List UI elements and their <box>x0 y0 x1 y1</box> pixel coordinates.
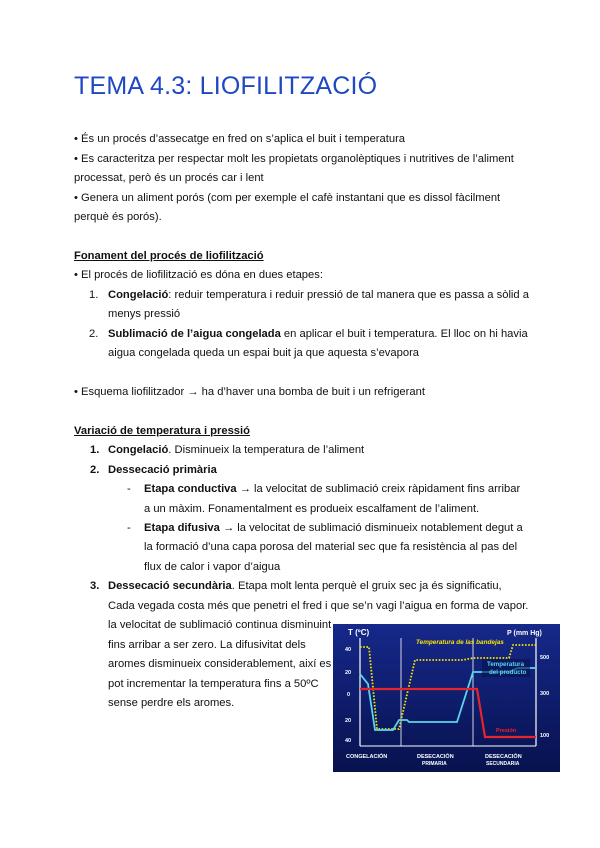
freeze-drying-diagram <box>333 624 560 772</box>
section-intro: • El procés de liofilització es dóna en dues etapes: <box>74 269 323 281</box>
item-text: : reduir temperatura i reduir pressió de tal manera que es passa a sòlid a <box>168 289 529 301</box>
item-continuation: aigua congelada queda un espai buit ja que aquesta s’evapora <box>108 347 420 359</box>
phase-label-primaria: DESECACIÓN <box>417 754 454 760</box>
intro-line: processat, però és un procés car i lent <box>74 172 264 184</box>
t-axis-title: T (ºC) <box>348 628 370 637</box>
section-heading-fonament: Fonament del procés de liofilització <box>74 250 264 262</box>
term-bold: Congelació <box>108 444 169 456</box>
p-tick: 500 <box>540 655 550 661</box>
list-number: 2. <box>90 464 100 476</box>
phase-label-secundaria-sub: SECUNDARIA <box>486 761 520 767</box>
item-continuation: fins arribar a ser zero. La difusivitat dels <box>108 639 306 651</box>
intro-line: • Genera un aliment porós (com per exemple el cafè instantani que es dissol fàcilment <box>74 192 501 204</box>
item-text: en aplicar el buit i temperatura. El lloc on hi havia <box>280 328 528 340</box>
item-continuation: a un màxim. Fonamentalment es produeix escalfament de l’aliment. <box>144 503 480 515</box>
term-bold: Etapa conductiva <box>144 483 237 495</box>
term-bold: Dessecació primària <box>108 464 217 476</box>
product-temperature-label: Temperatura <box>487 661 525 668</box>
phase-label-primaria-sub: PRIMARIA <box>422 761 447 767</box>
pressure-label: Presión <box>496 728 517 734</box>
p-tick: 300 <box>540 691 550 697</box>
item-continuation: la velocitat de sublimació continua disminuint <box>108 619 332 631</box>
intro-line: • Es caracteritza per respectar molt les propietats organolèptiques i nutritives de l’aliment <box>74 153 514 165</box>
p-axis-title: P (mm Hg) <box>507 630 542 637</box>
list-number: 3. <box>90 580 100 592</box>
item-continuation: la formació d’una capa porosa del material sec que fa resistència al pas del <box>144 541 518 553</box>
dash-bullet: - <box>127 483 131 495</box>
term-bold: Dessecació secundària <box>108 580 232 592</box>
item-continuation: sense perdre els aromes. <box>108 697 235 709</box>
term-bold: Etapa difusiva <box>144 522 220 534</box>
t-tick: 20 <box>345 718 352 724</box>
p-tick: 100 <box>540 733 550 739</box>
t-tick: 0 <box>347 692 351 698</box>
product-temperature-label: del producto <box>489 669 527 676</box>
t-tick: 20 <box>345 670 352 676</box>
list-number: 1. <box>90 444 100 456</box>
item-continuation: flux de calor i vapor d’aigua <box>144 561 281 573</box>
list-number: 1. <box>89 289 99 301</box>
intro-line: • És un procés d’assecatge en fred on s’aplica el buit i temperatura <box>74 133 406 145</box>
tray-temperature-label: Temperatura de las bandejas <box>416 639 504 646</box>
t-tick: 40 <box>345 647 352 653</box>
item-continuation: Cada vegada costa més que penetri el fred i que se’n vagi l’aigua en forma de vapor. <box>108 600 529 612</box>
list-number: 2. <box>89 328 99 340</box>
term-bold: Sublimació de l’aigua congelada <box>108 328 281 340</box>
section-heading-variacio: Variació de temperatura i pressió <box>74 425 250 437</box>
item-text: . Disminueix la temperatura de l’aliment <box>168 444 365 456</box>
diagram-svg <box>333 624 560 772</box>
dash-bullet: - <box>127 522 131 534</box>
item-text: → la velocitat de sublimació disminueix notablement degut a <box>219 522 523 534</box>
item-text: → la velocitat de sublimació creix ràpidament fins arribar <box>236 483 521 495</box>
page-title: TEMA 4.3: LIOFILITZACIÓ <box>74 72 378 100</box>
t-tick: 40 <box>345 738 352 744</box>
item-continuation: menys pressió <box>108 308 181 320</box>
item-continuation: aromes disminueix considerablement, així es <box>108 658 332 670</box>
term-bold: Congelació <box>108 289 169 301</box>
phase-label-secundaria: DESECACIÓN <box>485 754 522 760</box>
note-line: • Esquema liofilitzador → ha d’haver una bomba de buit i un refrigerant <box>74 386 425 398</box>
intro-line: perquè és porós). <box>74 211 162 223</box>
phase-label-congelacion: CONGELACIÓN <box>346 754 388 760</box>
item-text: . Etapa molt lenta perquè el gruix sec ja és significatiu, <box>231 580 502 592</box>
item-continuation: pot incrementar la temperatura fins a 50ºC <box>108 678 319 690</box>
